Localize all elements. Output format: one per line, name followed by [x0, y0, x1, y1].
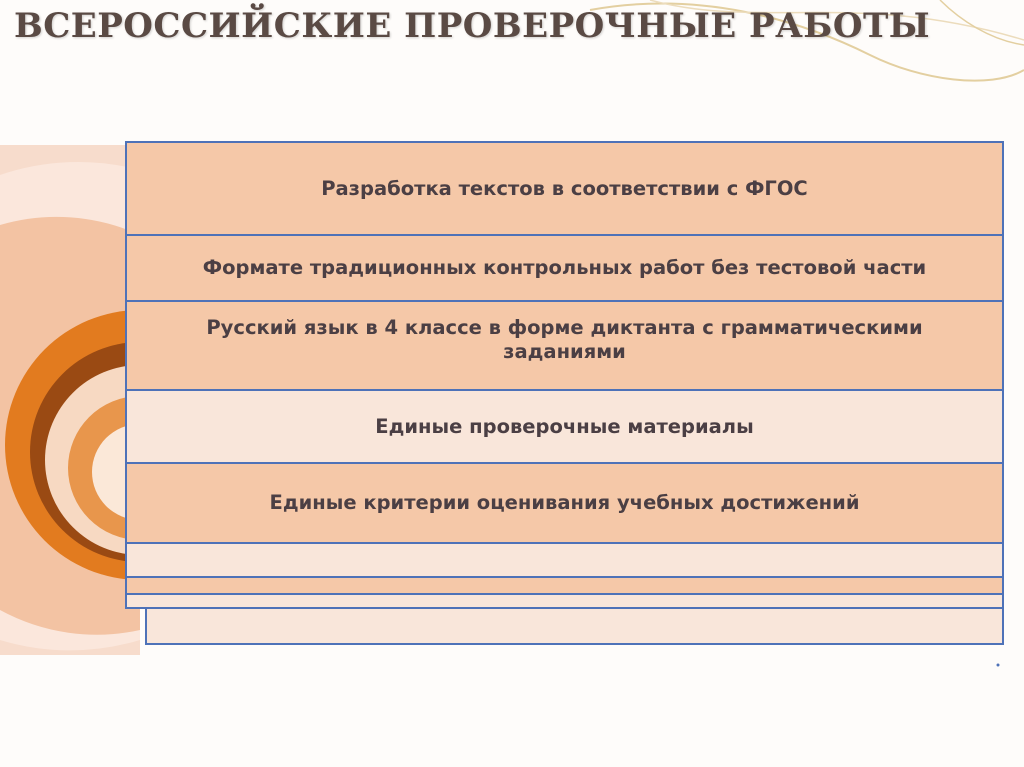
corner-dot: [997, 664, 1000, 667]
empty-box: [125, 542, 1004, 578]
item-text: Разработка текстов в соответствии с ФГОС: [321, 176, 808, 200]
item-box-unified-materials: [125, 389, 1004, 464]
item-text: Русский язык в 4 классе в форме диктанта с грамматическими заданиями: [206, 316, 923, 363]
slide-title: ВСЕРОССИЙСКИЕ ПРОВЕРОЧНЫЕ РАБОТЫ: [14, 6, 931, 46]
item-text: Формате традиционных контрольных работ без тестовой части: [202, 256, 927, 279]
item-box-fgos: [125, 141, 1004, 236]
item-box-russian-dictation: [125, 300, 1004, 391]
item-box-unified-criteria: [125, 462, 1004, 544]
item-text: Единые проверочные материалы: [375, 414, 754, 438]
item-text: Единые критерии оценивания учебных достижений: [269, 491, 860, 514]
empty-box: [145, 607, 1004, 645]
item-box-traditional-format: [125, 234, 1004, 302]
